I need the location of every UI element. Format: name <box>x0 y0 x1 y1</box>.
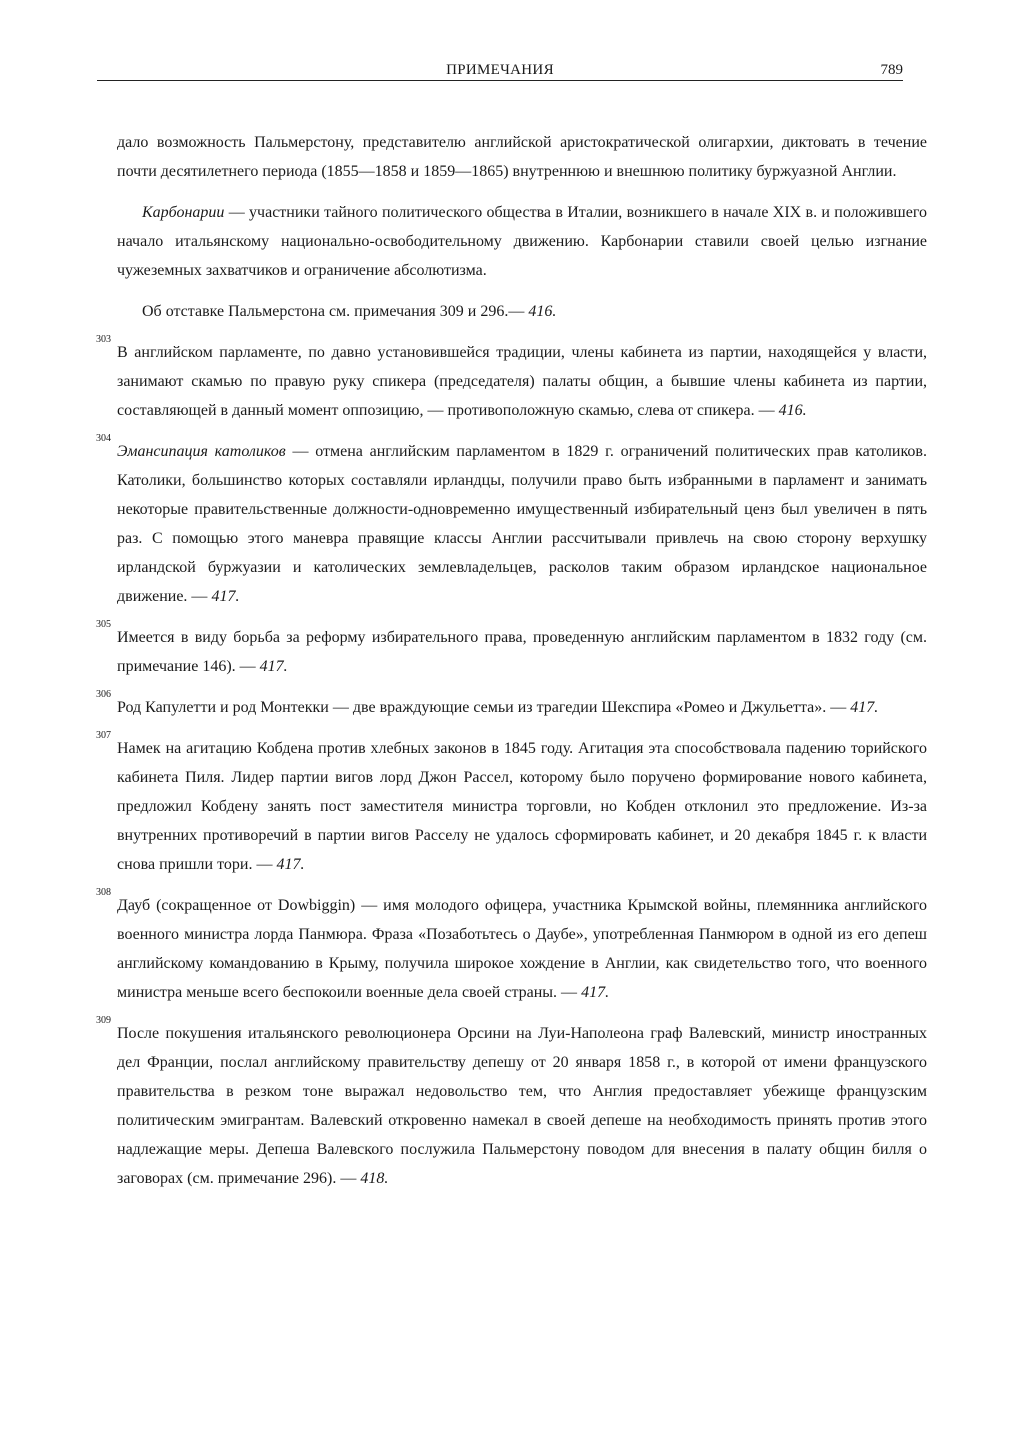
paragraph-text: — участники тайного политического общества в Италии, возникшего в начале XIX в. и положившего начало итальянскому национально-освободительному движению. Карбонарии ставили своей целью изгнание чужеземных захватчиков и ограничение абсолютизма. <box>117 204 927 279</box>
running-header <box>97 60 903 81</box>
note-text: Дауб (сокращенное от Dowbiggin) — имя молодого офицера, участника Крымской войны, племянника английского военного министра лорда Панмюра. Фраза «Позаботьтесь о Даубе», употребленная Панмюром в одной из его депеш английскому командованию в Крыму, получила широкое хождение в Англии, как свидетельство того, что военного министра меньше всего беспокоили военные дела своей страны. — <box>117 897 927 1001</box>
page-reference: 416. <box>778 402 807 419</box>
continued-paragraph <box>117 128 927 186</box>
paragraph-resignation <box>117 297 927 326</box>
note-text: Намек на агитацию Кобдена против хлебных законов в 1845 году. Агитация эта способствовала падению торийского кабинета Пиля. Лидер партии вигов лорд Джон Рассел, которому было поручено формирование нового кабинета, предложил Кобдену занять пост заместителя министра торговли, но Кобден отклонил это предложение. Из-за внутренних противоречий в партии вигов Расселу не удалось сформировать кабинет, и 20 декабря 1845 г. к власти снова пришли тори. — <box>117 740 927 873</box>
page-body <box>96 128 927 1205</box>
note-text: Род Капулетти и род Монтекки — две враждующие семьи из трагедии Шекспира «Ромео и Джульетта». — <box>117 699 851 716</box>
note-number: 305 <box>96 619 111 630</box>
note-309 <box>96 1015 927 1193</box>
note-305 <box>96 619 927 681</box>
paragraph-text: дало возможность Пальмерстону, представителю английской аристократической олигархии, диктовать в течение почти десятилетнего периода (1855—1858 и 1859—1865) внутреннюю и внешнюю политику буржуазной Англии. <box>117 134 927 180</box>
note-number: 304 <box>96 433 111 444</box>
note-number: 309 <box>96 1015 111 1026</box>
note-text: После покушения итальянского революционера Орсини на Луи-Наполеона граф Валевский, министр иностранных дел Франции, послал английскому правительству депешу от 20 января 1858 г., в которой от имени французского правительства в резком тоне выражал недовольство тем, что Англия предоставляет убежище французским политическим эмигрантам. Валевский откровенно намекал в своей депеше на необходимость принять против этого надлежащие меры. Депеша Валевского послужила Пальмерстону поводом для внесения в палату общин билля о заговорах (см. примечание 296). — <box>117 1025 927 1187</box>
page-reference: 416. <box>528 303 557 320</box>
note-304 <box>96 433 927 611</box>
note-307 <box>96 730 927 879</box>
page-reference: 417. <box>850 699 879 716</box>
paragraph-term: Карбонарии <box>142 204 225 221</box>
page-reference: 418. <box>360 1170 389 1187</box>
note-number: 303 <box>96 334 111 345</box>
paragraph-carbonari <box>117 198 927 285</box>
paragraph-text: Об отставке Пальмерстона см. примечания 309 и 296.— <box>142 303 529 320</box>
note-number: 307 <box>96 730 111 741</box>
note-306 <box>96 689 927 722</box>
note-text: Имеется в виду борьба за реформу избирательного права, проведенную английским парламентом в 1832 году (см. примечание 146). — <box>117 629 927 675</box>
note-number: 308 <box>96 887 111 898</box>
note-term: Эмансипация католиков <box>117 443 286 460</box>
page-reference: 417. <box>581 984 610 1001</box>
note-text: — отмена английским парламентом в 1829 г. ограничений политических прав католиков. Католики, большинство которых составляли ирландцы, получили право быть избранными в парламент и занимать некоторые правительственные должности-одновременно имущественный избирательный ценз был увеличен в пять раз. С помощью этого маневра правящие классы Англии рассчитывали привлечь на свою сторону верхушку ирландской буржуазии и католических землевладельцев, расколов таким образом ирландское национальное движение. — <box>117 443 927 605</box>
header-title: ПРИМЕЧАНИЯ <box>446 62 554 78</box>
page-reference: 417. <box>276 856 305 873</box>
page-reference: 417. <box>211 588 240 605</box>
note-number: 306 <box>96 689 111 700</box>
note-303 <box>96 334 927 425</box>
note-text: В английском парламенте, по давно установившейся традиции, члены кабинета из партии, находящейся у власти, занимают скамью по правую руку спикера (председателя) палаты общин, а бывшие члены кабинета из партии, составляющей в данный момент оппозицию, — противоположную скамью, слева от спикера. — <box>117 344 927 419</box>
page-number: 789 <box>880 62 903 78</box>
note-308 <box>96 887 927 1007</box>
page-reference: 417. <box>259 658 288 675</box>
